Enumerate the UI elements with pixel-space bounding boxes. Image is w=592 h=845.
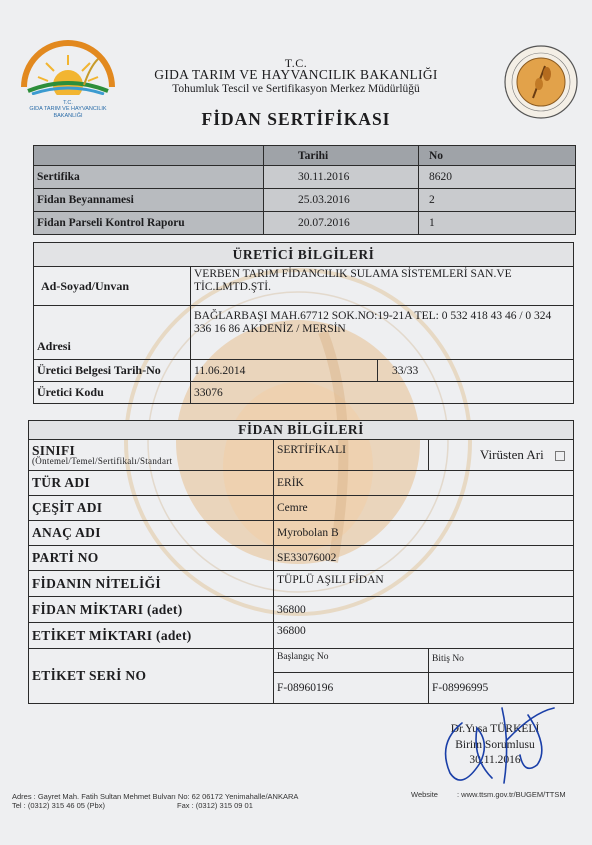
producer-code-label: Üretici Kodu [34,382,191,404]
footer-website[interactable]: : www.ttsm.gov.tr/BUGEM/TTSM [457,790,566,799]
logo-caption-2: GIDA TARIM VE HAYVANCILIK [29,106,107,113]
row-no: 1 [419,212,576,235]
row-label: PARTİ NO [29,546,274,571]
ministry-name: GIDA TARIM VE HAYVANCILIK BAKANLIĞI [154,67,438,82]
end-label: Bitiş No [429,649,574,673]
table-row [34,189,576,212]
col-no-header: No [419,146,576,166]
certificate-table-header [34,146,576,166]
row-label: ETİKET MİKTARI (adet) [29,623,274,649]
logo-caption-3: BAKANLIĞI [53,112,83,119]
signature-date: 30.11.2016 [469,754,521,767]
class-label: SINIFI [32,442,76,458]
document-title: FİDAN SERTİFİKASI [201,109,391,129]
row-value: 36800 [274,623,574,649]
row-label: Fidan Parseli Kontrol Raporu [34,212,264,235]
row-value: SE33076002 [274,546,574,571]
signatory-role: Birim Sorumlusu [455,738,535,751]
name-value: VERBEN TARIM FİDANCILIK SULAMA SİSTEMLERİ SAN.VE TİC.LMTD.ŞTİ. [191,267,574,306]
handwritten-signature [432,703,567,788]
footer-fax: Fax : (0312) 315 09 01 [177,801,253,810]
row-value: Cemre [274,496,574,521]
row-label: Sertifika [34,166,264,189]
virus-free-label: Virüsten Ari [479,447,544,462]
row-value: ERİK [274,471,574,496]
row-no: 8620 [419,166,576,189]
directorate-name: Tohumluk Tescil ve Sertifikasyon Merkez Müdürlüğü [172,83,420,95]
table-row [34,166,576,189]
row-label: TÜR ADI [29,471,274,496]
virus-free-checkbox[interactable] [555,451,565,461]
row-label: FİDAN MİKTARI (adet) [29,597,274,623]
producer-cert-date: 11.06.2014 [191,360,378,382]
producer-section-title: ÜRETİCİ BİLGİLERİ [34,243,574,267]
class-sublabel: (Öntemel/Temel/Sertifikalı/Standart [32,456,173,467]
table-row [34,212,576,235]
col-date-header: Tarihi [264,146,419,166]
producer-table [33,242,574,404]
header-tc: T.C. [284,56,308,70]
producer-code-value: 33076 [191,382,574,404]
row-date: 20.07.2016 [264,212,419,235]
producer-cert-no: 33/33 [378,360,574,382]
row-label: FİDANIN NİTELİĞİ [29,571,274,597]
certificate-table [33,145,576,235]
row-date: 25.03.2016 [264,189,419,212]
row-label: ÇEŞİT ADI [29,496,274,521]
row-label: Fidan Beyannamesi [34,189,264,212]
row-value: TÜPLÜ AŞILI FİDAN [274,571,574,597]
address-value: BAĞLARBAŞI MAH.67712 SOK.NO:19-21A TEL: 0 532 418 43 46 / 0 324 336 16 86 AKDENİZ / MERSİN [191,306,574,360]
footer-tel: Tel : (0312) 315 46 05 (Pbx) [12,801,105,810]
seedling-section-title: FİDAN BİLGİLERİ [29,421,574,440]
name-label: Ad-Soyad/Unvan [34,267,191,306]
end-value: F-08996995 [429,673,574,704]
address-label: Adresi [34,306,191,360]
footer-website-label: Website [411,790,438,799]
row-date: 30.11.2016 [264,166,419,189]
row-no: 2 [419,189,576,212]
logo-caption-1: T.C. [63,100,73,106]
class-value: SERTİFİKALI [274,440,429,471]
class-cell [29,440,274,471]
footer-address: Adres : Gayret Mah. Fatih Sultan Mehmet Bulvarı No: 62 06172 Yenimahalle/ANKARA [12,792,299,801]
start-label: Başlangıç No [274,649,429,673]
virus-free-cell [429,440,574,471]
signatory-name: Dr.Yusa TÜRKELİ [450,723,540,735]
serial-label: ETİKET SERİ NO [29,649,274,704]
producer-cert-label: Üretici Belgesi Tarih-No [34,360,191,382]
row-value: 36800 [274,597,574,623]
start-value: F-08960196 [274,673,429,704]
row-label: ANAÇ ADI [29,521,274,546]
row-value: Myrobolan B [274,521,574,546]
seedling-table [28,420,574,704]
